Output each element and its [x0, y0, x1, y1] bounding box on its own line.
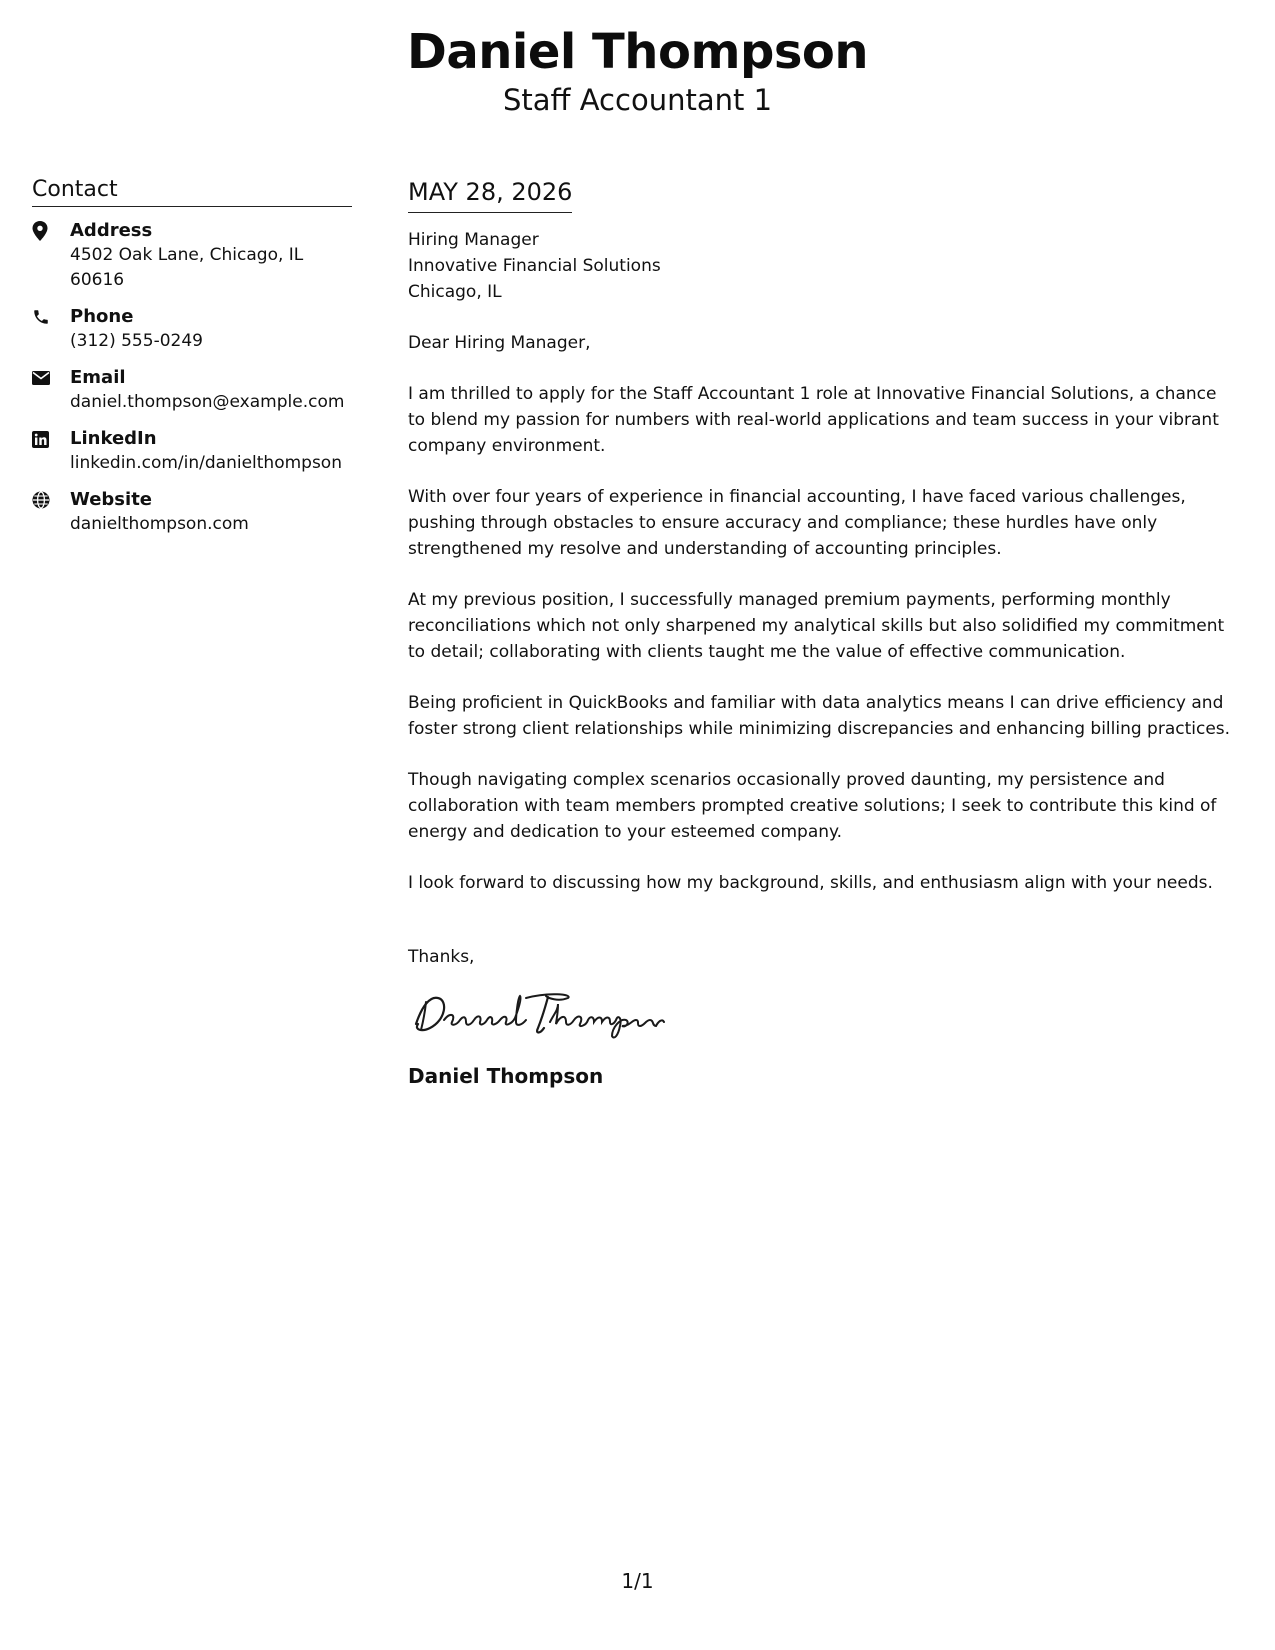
applicant-name: Daniel Thompson — [406, 24, 869, 80]
page-number: 1/1 — [621, 1569, 654, 1593]
body-paragraph: With over four years of experience in financial accounting, I have faced various challenges, pushing through obstacles to ensure accuracy and compliance; these hurdles have only strengthened my resolve and understanding of accounting principles. — [408, 487, 1186, 559]
body-paragraph: Though navigating complex scenarios occasionally proved daunting, my persistence and collaboration with team members prompted creative solutions; I seek to contribute this kind of energy and dedication to your esteemed company. — [408, 770, 1217, 842]
handwritten-signature — [408, 984, 1238, 1044]
contact-item-website — [32, 488, 352, 537]
envelope-icon — [32, 366, 70, 390]
applicant-title: Staff Accountant 1 — [502, 83, 773, 117]
contact-label: Phone — [70, 306, 134, 327]
contact-label: Email — [70, 367, 126, 388]
contact-value: danielthompson.com — [70, 514, 249, 534]
body-paragraph: I look forward to discussing how my background, skills, and enthusiasm align with your needs. — [408, 873, 1213, 893]
contact-value: (312) 555-0249 — [70, 331, 203, 351]
contact-value: daniel.thompson@example.com — [70, 392, 345, 412]
contact-label: LinkedIn — [70, 428, 157, 449]
contact-value: 4502 Oak Lane, Chicago, IL 60616 — [70, 245, 304, 290]
globe-icon — [32, 488, 70, 512]
phone-icon — [32, 305, 70, 329]
contact-heading: Contact — [32, 176, 352, 207]
body-paragraph: At my previous position, I successfully managed premium payments, performing monthly reconciliations which not only sharpened my analytical skills but also solidified my commitment to detail; collaborating with clients taught me the value of effective communication. — [408, 590, 1225, 662]
recipient-line: Hiring Manager — [408, 230, 539, 250]
signoff: Thanks, — [408, 947, 475, 967]
recipient-line: Chicago, IL — [408, 282, 502, 302]
contact-item-linkedin — [32, 427, 352, 476]
contact-label: Website — [70, 489, 153, 510]
contact-item-email — [32, 366, 352, 415]
contact-item-phone — [32, 305, 352, 354]
contact-sidebar — [32, 176, 352, 549]
recipient-line: Innovative Financial Solutions — [408, 256, 661, 276]
recipient-block — [408, 227, 1238, 305]
letter-body — [408, 176, 1238, 1090]
letter-date: MAY 28, 2026 — [408, 176, 572, 213]
signer-name: Daniel Thompson — [408, 1064, 604, 1088]
contact-label: Address — [70, 220, 153, 241]
greeting: Dear Hiring Manager, — [408, 333, 591, 353]
letter-header — [0, 22, 1275, 118]
body-paragraph: I am thrilled to apply for the Staff Accountant 1 role at Innovative Financial Solutions, a chance to blend my passion for numbers with real-world applications and team success in your vibrant company environment. — [408, 384, 1219, 456]
contact-value: linkedin.com/in/danielthompson — [70, 453, 342, 473]
linkedin-icon — [32, 427, 70, 451]
body-paragraph: Being proficient in QuickBooks and familiar with data analytics means I can drive efficiency and foster strong client relationships while minimizing discrepancies and enhancing billing practices. — [408, 693, 1231, 739]
contact-item-address — [32, 219, 352, 293]
location-pin-icon — [32, 219, 70, 243]
